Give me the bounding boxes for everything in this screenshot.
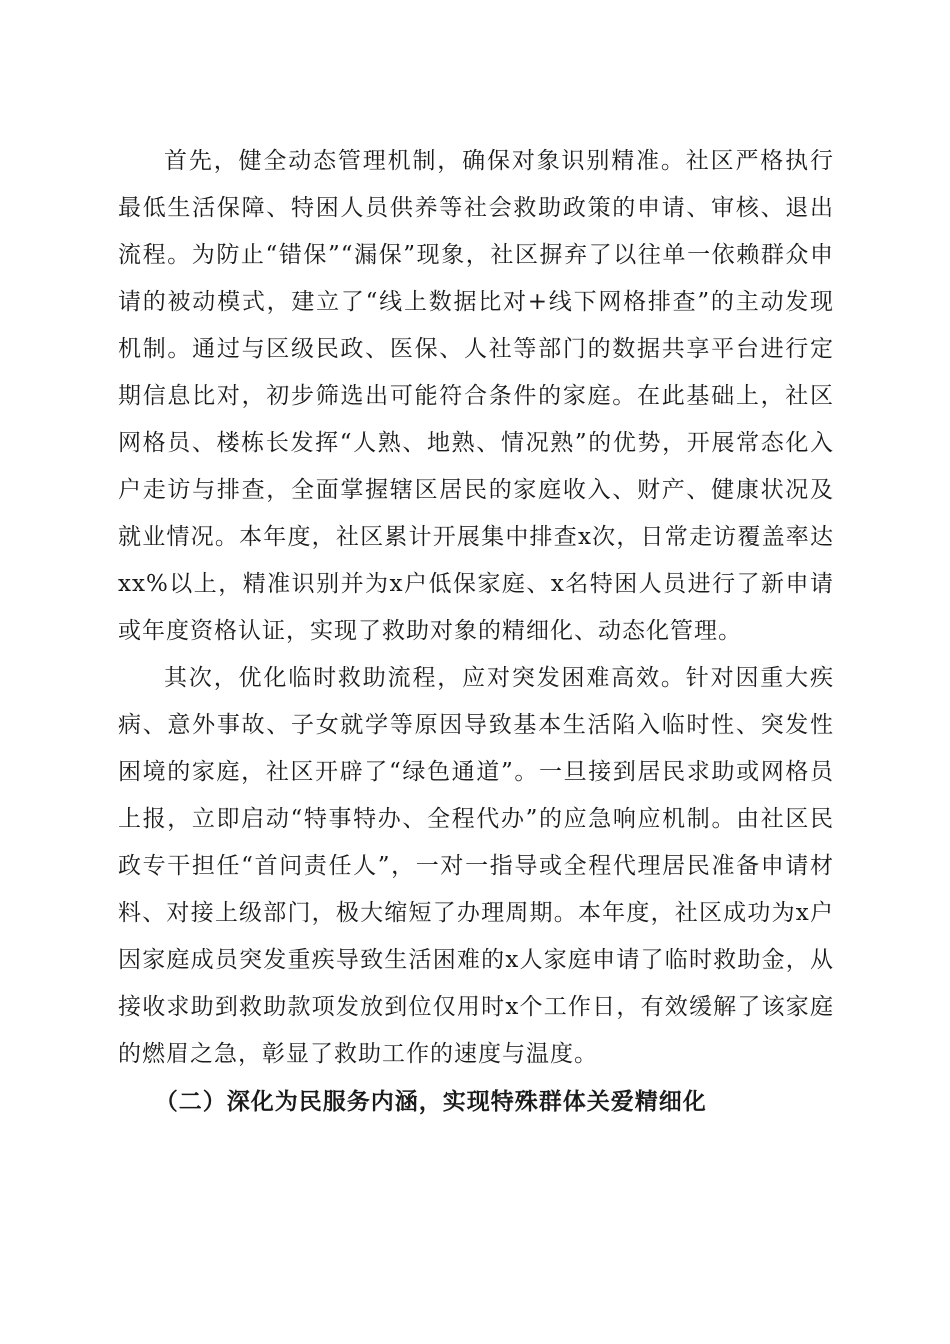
paragraph-temporary-assistance: 其次，优化临时救助流程，应对突发困难高效。针对因重大疾病、意外事故、子女就学等原因导致基本生活陷入临时性、突发性困境的家庭，社区开辟了“绿色通道”。一旦接到居民求助或网格员上报，立即启动“特事特办、全程代办”的应急响应机制。由社区民政专干担任“首问责任人”，一对一指导或全程代理居民准备申请材料、对接上级部门，极大缩短了办理周期。本年度，社区成功为x户因家庭成员突发重疾导致生活困难的x人家庭申请了临时救助金，从接收求助到救助款项发放到位仅用时x个工作日，有效缓解了该家庭的燃眉之急，彰显了救助工作的速度与温度。 xyxy=(118,665,834,1067)
paragraph-dynamic-management: 首先，健全动态管理机制，确保对象识别精准。社区严格执行最低生活保障、特困人员供养等社会救助政策的申请、审核、退出流程。为防止“错保”“漏保”现象，社区摒弃了以往单一依赖群众申请的被动模式，建立了“线上数据比对+线下网格排查”的主动发现机制。通过与区级民政、医保、人社等部门的数据共享平台进行定期信息比对，初步筛选出可能符合条件的家庭。在此基础上，社区网格员、楼栋长发挥“人熟、地熟、情况熟”的优势，开展常态化入户走访与排查，全面掌握辖区居民的家庭收入、财产、健康状况及就业情况。本年度，社区累计开展集中排查x次，日常走访覆盖率达xx%以上，精准识别并为x户低保家庭、x名特困人员进行了新申请或年度资格认证，实现了救助对象的精细化、动态化管理。 xyxy=(118,148,834,644)
document-page xyxy=(118,138,834,1125)
section-heading: （二）深化为民服务内涵，实现特殊群体关爱精细化 xyxy=(154,1088,707,1115)
